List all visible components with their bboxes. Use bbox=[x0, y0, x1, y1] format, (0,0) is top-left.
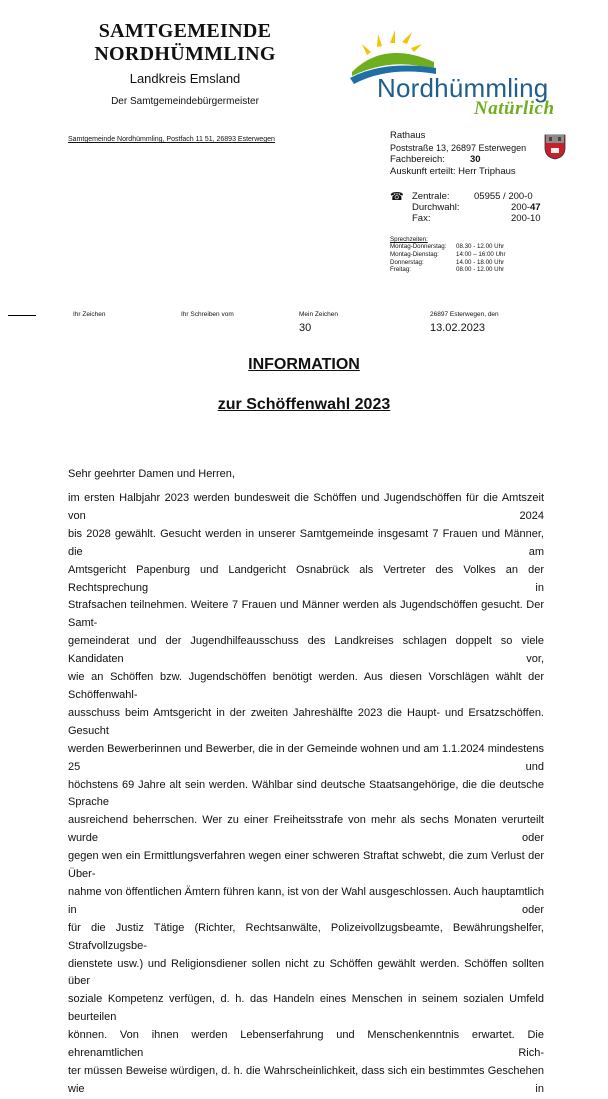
phone-icon: ☎ bbox=[390, 191, 404, 203]
my-reference-label: Mein Zeichen bbox=[299, 311, 339, 318]
postal-address: Poststraße 13, 26897 Esterwegen bbox=[390, 143, 527, 153]
body-line: werden Bewerberinnen und Bewerber, die in der Gemeinde wohnen und am 1.1.2024 mindestens 25 und bbox=[68, 742, 544, 773]
direct-dial-value bbox=[511, 202, 541, 213]
my-reference-value: 30 bbox=[299, 322, 312, 334]
body-line: können. Von ihnen werden Lebenserfahrung und Menschenkenntnis erwartet. Die ehrenamtlichen Rich- bbox=[68, 1029, 544, 1060]
salutation: Sehr geehrter Damen und Herren, bbox=[68, 468, 235, 480]
contact-person: Auskunft erteilt: Herr Triphaus bbox=[390, 166, 516, 177]
body-line: wie an Schöffen bzw. Jugendschöffen benötigt werden. Aus diesen Vorschlägen wählt der Schöffenwahl- bbox=[68, 671, 544, 701]
central-phone-label: Zentrale: bbox=[412, 191, 450, 202]
organization-name bbox=[60, 20, 310, 66]
body-line: ausschuss beim Amtsgericht in der zweiten Jahreshälfte 2023 die Haupt- und Ersatzschöffen. Gesucht bbox=[68, 706, 544, 737]
direct-dial-label: Durchwahl: bbox=[412, 202, 460, 213]
sender-address-line: Samtgemeinde Nordhümmling, Postfach 11 51, 26893 Esterwegen bbox=[68, 136, 275, 143]
body-line: ter müssen Beweise würdigen, d. h. die Wahrscheinlichkeit, dass sich ein bestimmtes Geschehen wie in bbox=[68, 1065, 544, 1095]
organization-name-line1: SAMTGEMEINDE bbox=[98, 20, 272, 42]
department-value: 30 bbox=[470, 154, 481, 165]
your-letter-label: Ihr Schreiben vom bbox=[181, 311, 234, 318]
body-line: gegen wen ein Ermittlungsverfahren wegen einer schweren Straftat schwebt, die zum Verlust der Über- bbox=[68, 850, 544, 881]
organization-name-line2: NORDHÜMMLING bbox=[94, 43, 276, 65]
your-reference-label: Ihr Zeichen bbox=[73, 311, 106, 318]
coat-of-arms-icon bbox=[544, 134, 566, 160]
office-hours-row: Freitag: 08.00 - 12.00 Uhr bbox=[390, 266, 505, 274]
body-line: bis 2028 gewählt. Gesucht werden in unserer Samtgemeinde insgesamt 7 Frauen und Männer, die am bbox=[68, 527, 544, 558]
sun-icon bbox=[362, 30, 422, 55]
office-hours-row: Montag-Donnerstag: 08.30 - 12.00 Uhr bbox=[390, 243, 505, 250]
body-line: für die Justiz Tätige (Richter, Rechtsanwälte, Polizeivollzugsbeamte, Bewährungshelfer, Strafvollzugsbe- bbox=[68, 921, 544, 952]
office-hours-list bbox=[390, 243, 506, 274]
body-line: im ersten Halbjahr 2023 werden bundesweit die Schöffen und Jugendschöffen für die Amtszeit von 2024 bbox=[68, 492, 544, 522]
building-name: Rathaus bbox=[390, 130, 426, 141]
body-line: nahme von öffentlichen Ämtern führen kann, ist von der Wahl ausgeschlossen. Auch hauptamtlich in oder bbox=[68, 885, 544, 916]
fax-value: 200-10 bbox=[511, 213, 541, 224]
direct-dial-prefix: 200- bbox=[511, 202, 531, 213]
logo-slogan: Natürlich bbox=[474, 98, 555, 119]
fold-mark bbox=[8, 315, 36, 316]
body-line: soziale Kompetenz verfügen, d. h. das Handeln eines Menschen in seinem sozialen Umfeld beurteilen bbox=[68, 993, 544, 1024]
district-name: Landkreis Emsland bbox=[129, 71, 241, 86]
office-hours-row: Donnerstag: 14.00 - 18.00 Uhr bbox=[390, 258, 505, 266]
body-paragraph bbox=[68, 490, 544, 1099]
central-phone-value: 05955 / 200-0 bbox=[474, 191, 533, 202]
letter-date: 13.02.2023 bbox=[430, 322, 486, 334]
department-label: Fachbereich: bbox=[390, 154, 445, 165]
logo-name: Nordhümmling bbox=[377, 73, 549, 103]
body-line: ausreichend beherrschen. Wer zu einer Freiheitsstrafe von mehr als sechs Monaten verurteilt wurde oder bbox=[68, 814, 544, 845]
body-line: gemeinderat und der Jugendhilfeausschuss des Landkreises schlagen doppelt so viele Kandidaten vor, bbox=[68, 635, 544, 666]
document-subtitle: zur Schöffenwahl 2023 bbox=[217, 396, 391, 413]
fax-label: Fax: bbox=[412, 213, 431, 224]
office-hours-row: Montag-Dienstag: 14:00 – 16:00 Uhr bbox=[390, 250, 506, 258]
document-title: INFORMATION bbox=[248, 356, 360, 373]
body-line: Amtsgericht Papenburg und Landgericht Osnabrück als Vertreter des Volkes an der Rechtsprechung in bbox=[68, 563, 544, 594]
place-date-label: 26897 Esterwegen, den bbox=[430, 311, 499, 318]
direct-dial-extension: 47 bbox=[530, 202, 541, 213]
office-hours-title: Sprechzeiten: bbox=[390, 236, 428, 243]
body-line: Strafsachen teilnehmen. Weitere 7 Frauen und Männer werden als Jugendschöffen gesucht. Der Samt- bbox=[68, 599, 544, 630]
office-title: Der Samtgemeindebürgermeister bbox=[111, 96, 259, 107]
body-line: höchstens 69 Jahre alt sein werden. Wählbar sind deutsche Staatsangehörige, die die deutsche Sprache bbox=[68, 778, 544, 809]
body-line: dienstete usw.) und Religionsdiener sollen nicht zu Schöffen gewählt werden. Schöffen sollten über bbox=[68, 957, 544, 988]
